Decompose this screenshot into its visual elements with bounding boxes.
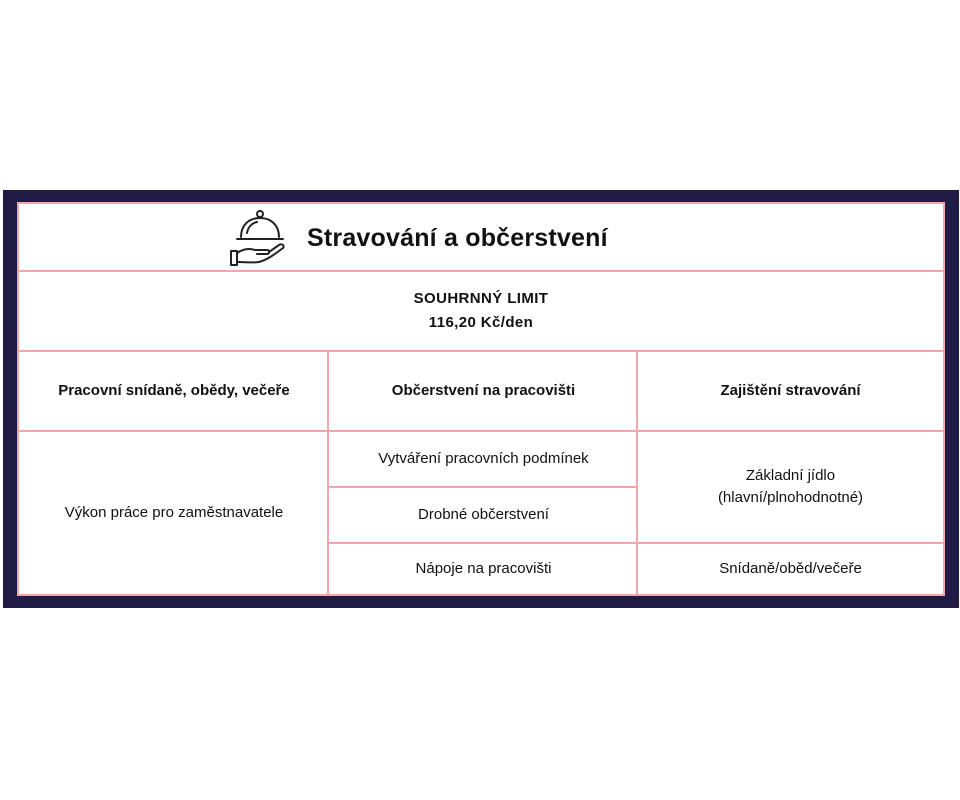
summary-limit-value: 116,20 Kč/den [428,314,534,331]
summary-limit-row [19,272,943,352]
grid-line-col2 [636,352,638,594]
grid-line-header-bottom [19,430,943,432]
column-header-refreshments: Občerstvení na pracovišti [391,382,576,399]
grid-line-col2-row1 [329,486,636,488]
column-header-catering: Zajištění stravování [720,382,861,399]
serving-cloche-hand-icon [227,207,291,269]
cell-basic-meal: Základní jídlo (hlavní/plnohodnotné) [717,467,864,506]
title-row [19,204,943,272]
cell-work-for-employer: Výkon práce pro zaměstnavatele [64,504,284,521]
title-group [227,208,608,268]
card-table [17,202,945,596]
card-frame [3,190,959,608]
summary-limit-label: SOUHRNNÝ LIMIT [413,290,549,307]
cell-working-conditions: Vytváření pracovních podmínek [378,450,589,467]
grid-line-row2 [329,542,943,544]
column-header-meals: Pracovní snídaně, obědy, večeře [58,382,290,399]
cell-workplace-drinks: Nápoje na pracovišti [415,560,552,577]
page-title: Stravování a občerstvení [307,223,608,252]
cell-small-refreshments: Drobné občerstvení [418,506,549,523]
cell-breakfast-lunch-dinner: Snídaně/oběd/večeře [719,560,862,577]
grid-line-col1 [327,352,329,594]
